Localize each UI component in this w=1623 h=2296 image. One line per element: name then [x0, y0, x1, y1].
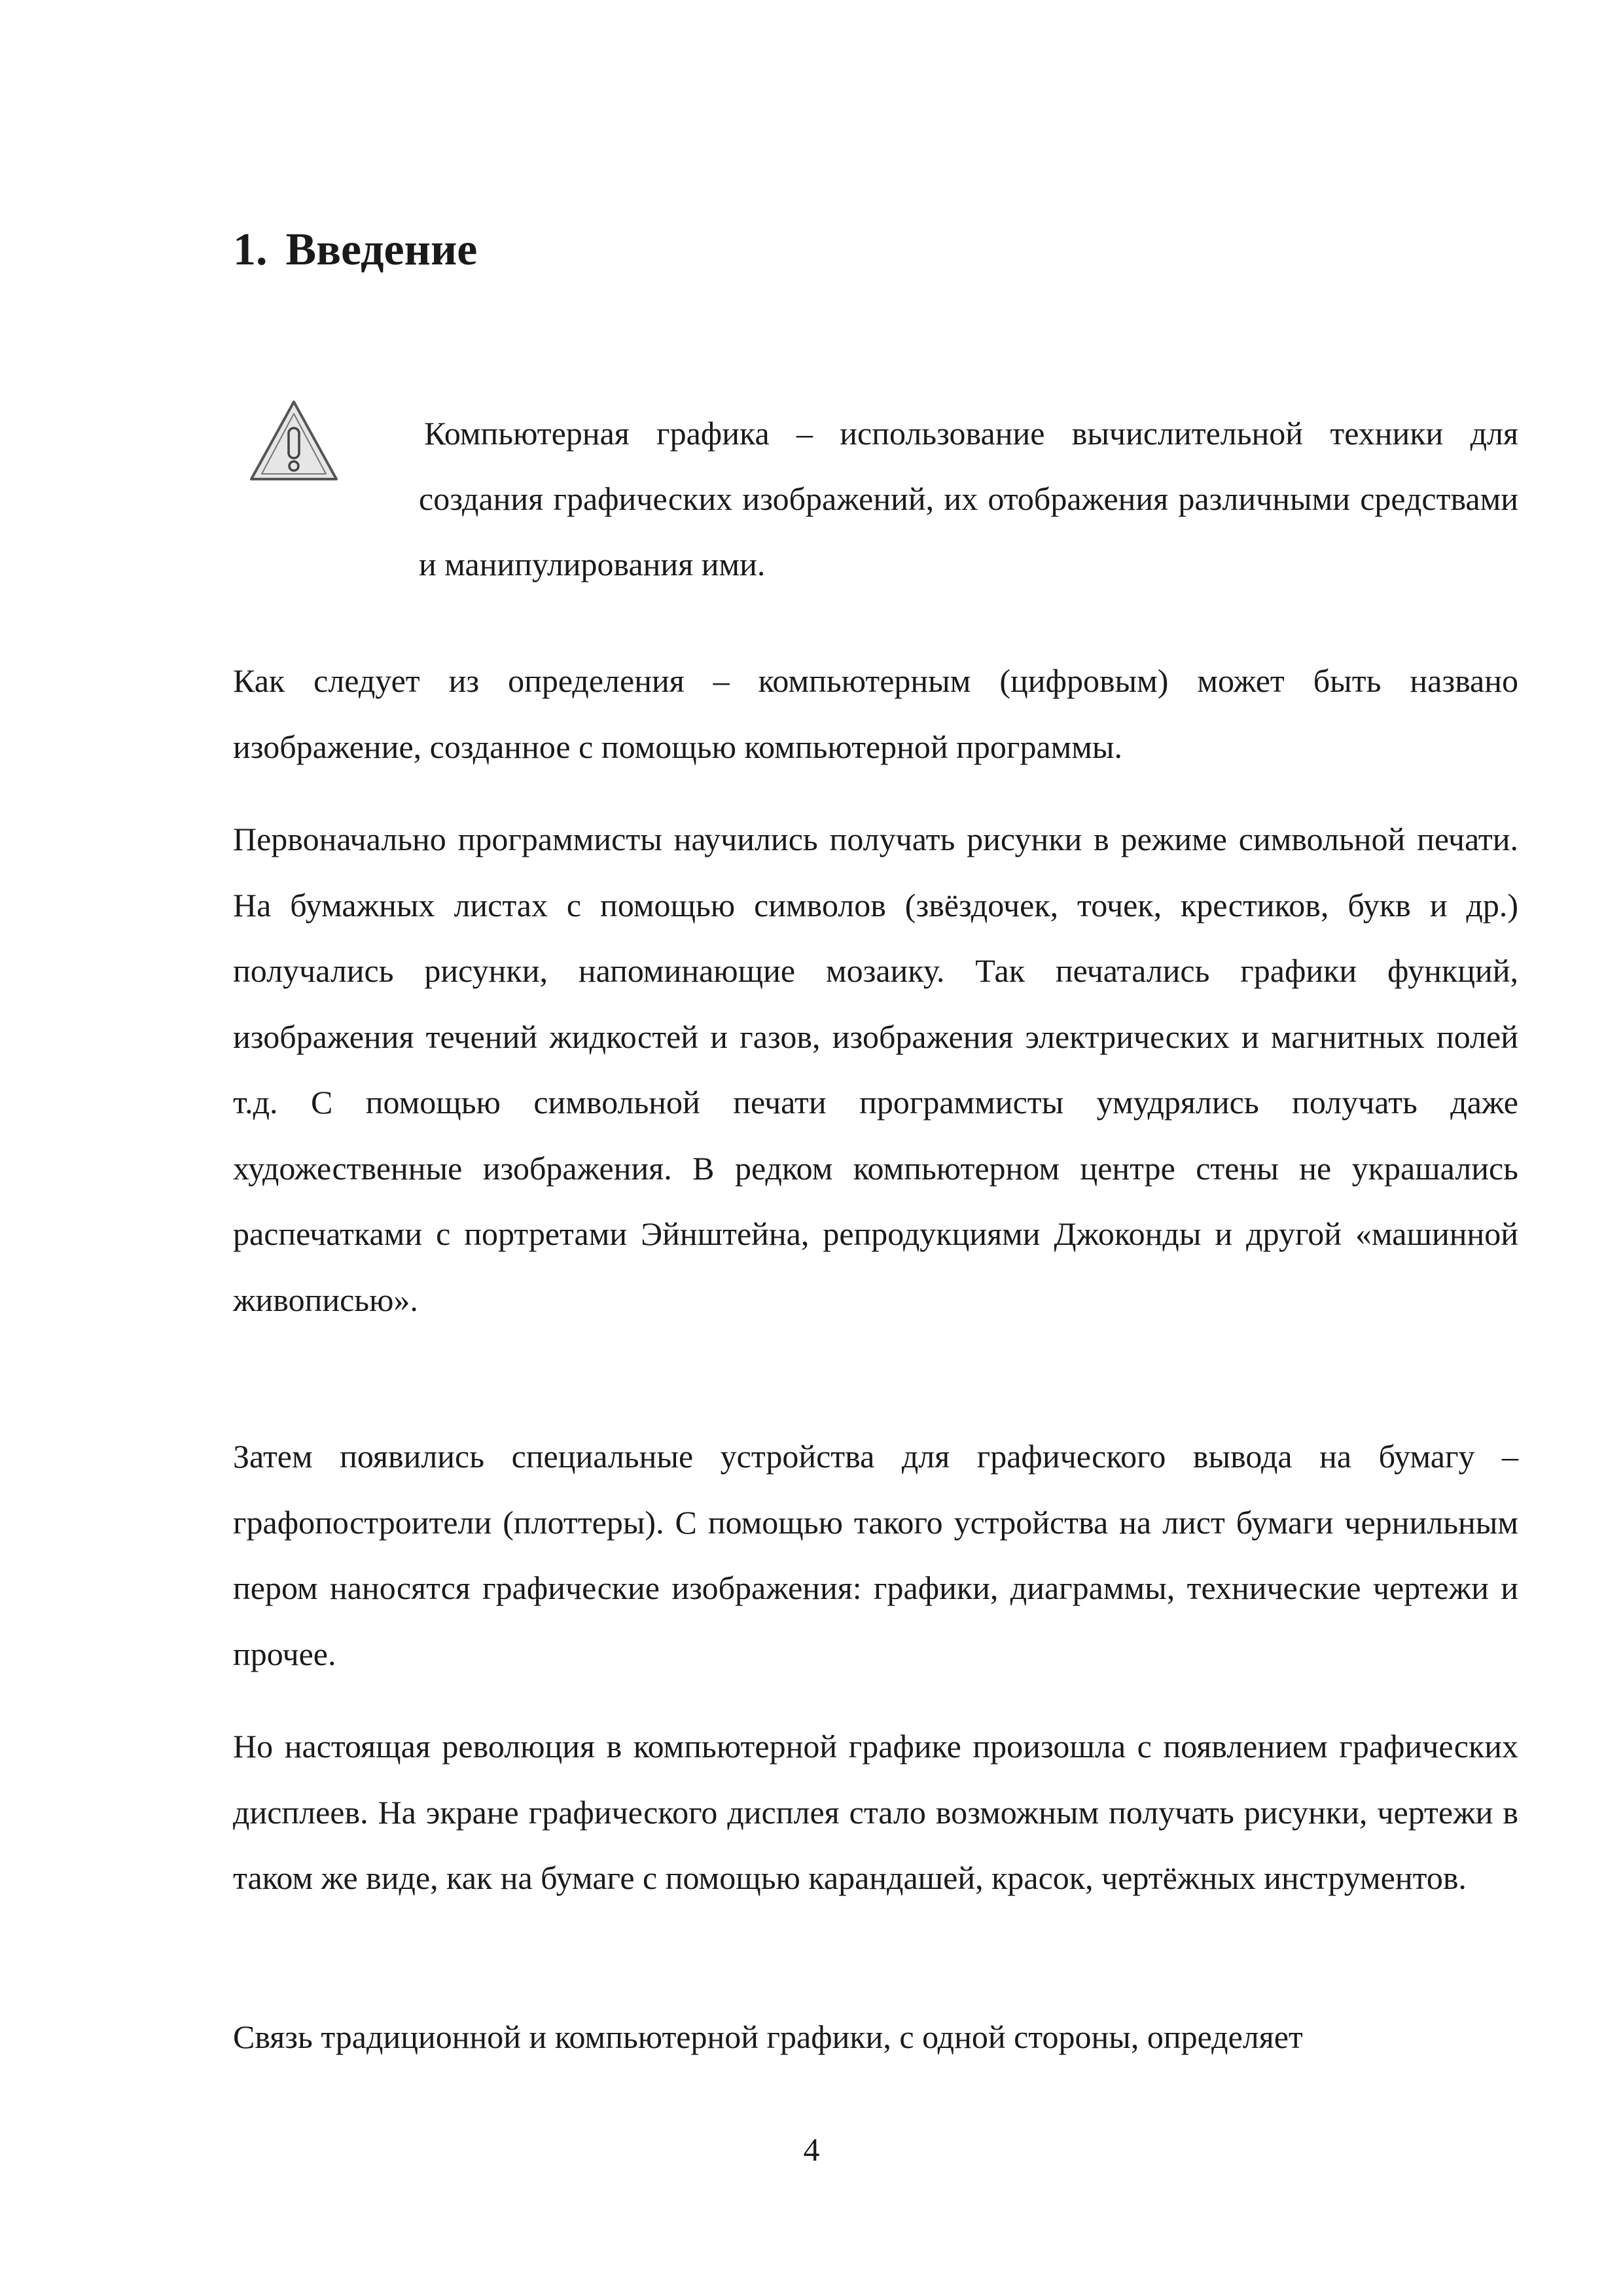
paragraph-4: Но настоящая революция в компьютерной графике произошла с появлением графических дисплеев. На экране графического дисплея стало возможным получать рисунки, чертежи в таком же виде, как на бумаге с помощью карандашей, красок, чертёжных инструментов.	[233, 1728, 1518, 1896]
section-title: Введение	[285, 224, 478, 275]
definition-text: Компьютерная графика – использование вычислительной техники для создания графических изображений, их отображения различными средствами и манипулирования ими.	[419, 415, 1518, 583]
paragraph-5: Связь традиционной и компьютерной графики, с одной стороны, определяет	[233, 2018, 1303, 2055]
section-heading	[233, 223, 477, 278]
page-number: 4	[803, 2131, 820, 2168]
warning-icon	[247, 397, 340, 486]
paragraph-2: Первоначально программисты научились получать рисунки в режиме символьной печати. На бумажных листах с помощью символов (звёздочек, точек, крестиков, букв и др.) получались рисунки, напоминающие мозаику. Так печатались графики функций, изображения течений жидкостей и газов, изображения электрических и магнитных полей т.д. С помощью символьной печати программисты умудрялись получать даже художественные изображения. В редком компьютерном центре стены не украшались распечатками с портретами Эйнштейна, репродукциями Джоконды и другой «машинной живописью».	[233, 821, 1518, 1318]
section-number: 1.	[233, 224, 268, 275]
paragraph-3: Затем появились специальные устройства для графического вывода на бумагу – графопостроители (плоттеры). С помощью такого устройства на лист бумаги чернильным пером наносятся графические изображения: графики, диаграммы, технические чертежи и прочее.	[233, 1438, 1518, 1672]
paragraph-1: Как следует из определения – компьютерным (цифровым) может быть названо изображение, созданное с помощью компьютерной программы.	[233, 662, 1518, 765]
